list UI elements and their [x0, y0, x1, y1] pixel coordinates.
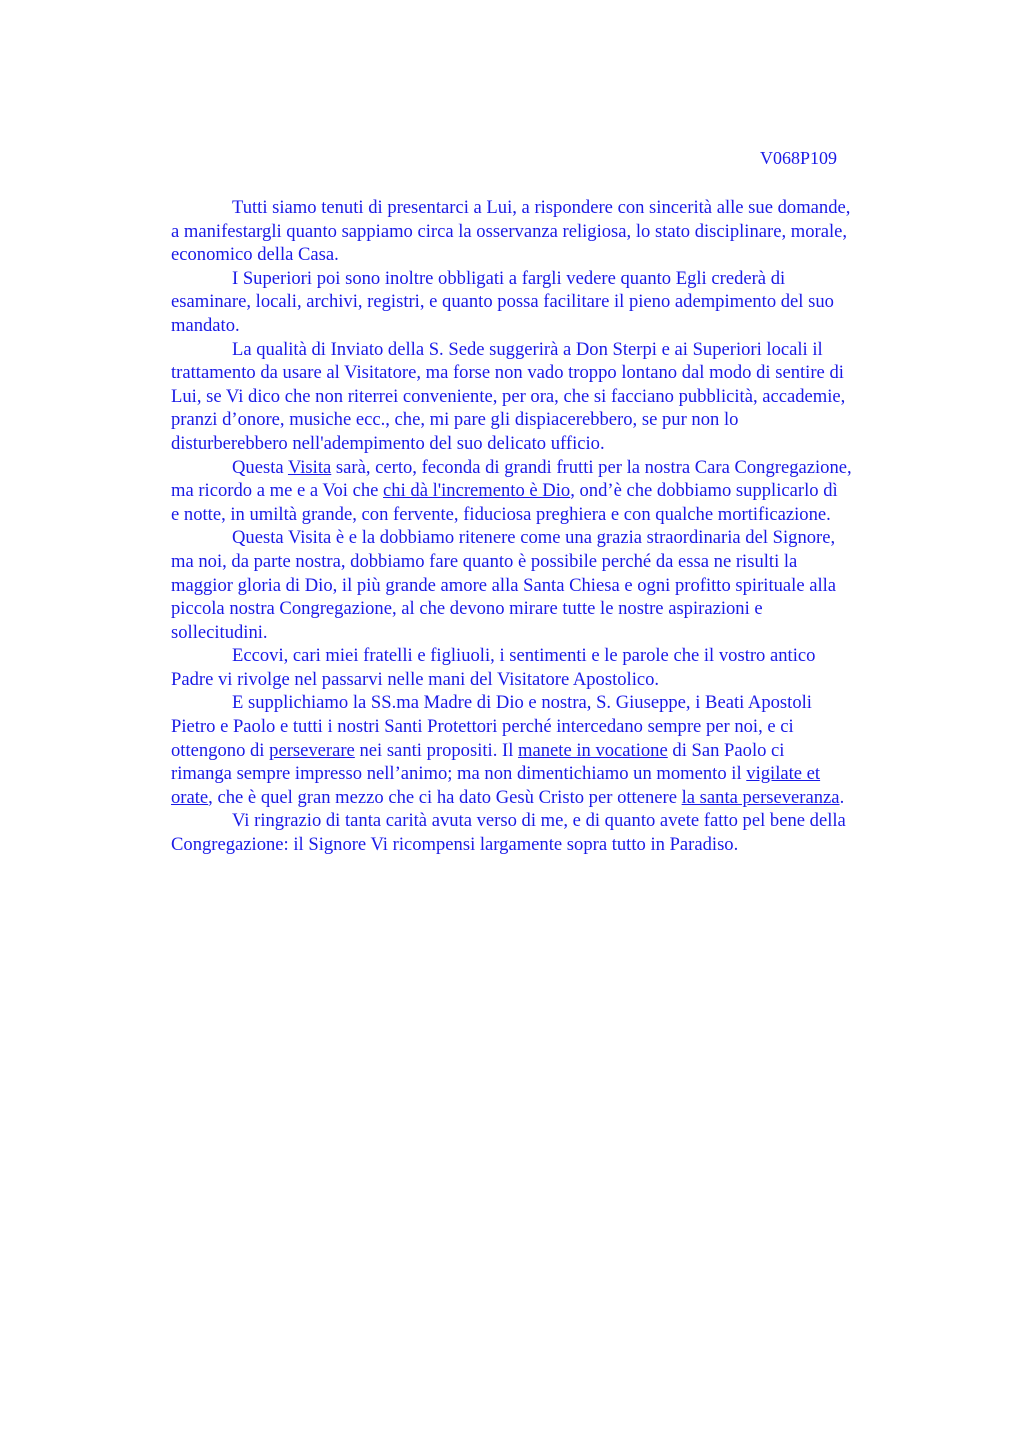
- text-run: Questa: [232, 456, 288, 478]
- text-run: I Superiori poi sono inoltre obbligati a fargli vedere quanto Egli crederà di esaminare, locali, archivi, registri, e quanto possa facilitare il pieno adempimento del suo mandato.: [171, 267, 834, 336]
- paragraph: [171, 644, 926, 691]
- text-run: E supplichiamo la SS.ma Madre di Dio e nostra, S. Giuseppe, i Beati Apostoli Pietro e Paolo e tutti i nostri Santi Protettori perché intercedano sempre per noi, e ci ottengono di: [171, 692, 812, 761]
- letter-body: [171, 196, 926, 857]
- text-run: nei santi propositi. Il: [354, 739, 519, 761]
- paragraph: [171, 809, 926, 856]
- text-run: Eccovi, cari miei fratelli e figliuoli, i sentimenti e le parole che il vostro antico Padre vi rivolge nel passarvi nelle mani del Visitatore Apostolico.: [171, 645, 816, 690]
- paragraph: [171, 526, 926, 644]
- text-run: Tutti siamo tenuti di presentarci a Lui, a rispondere con sincerità alle sue domande, a manifestargli quanto sappiamo circa la osservanza religiosa, lo stato disciplinare, morale, economico della Casa.: [171, 197, 851, 266]
- paragraph: [171, 338, 926, 456]
- text-run: La qualità di Inviato della S. Sede suggerirà a Don Sterpi e ai Superiori locali il trattamento da usare al Visitatore, ma forse non vado troppo lontano dal modo di sentire di Lui, se Vi dico che non riterrei conveniente, per ora, che si facciano pubblicità, accademie, pranzi d’onore, musiche ecc., che, mi pare gli dispiacerebbero, se pur non lo disturberebbero nell'adempimento del suo delicato ufficio.: [171, 338, 846, 454]
- text-run: Vi ringrazio di tanta carità avuta verso di me, e di quanto avete fatto pel bene della Congregazione: il Signore Vi ricompensi largamente sopra tutto in Paradiso.: [171, 810, 846, 856]
- text-run: .: [839, 786, 845, 808]
- paragraph: [171, 691, 926, 809]
- paragraph: [171, 456, 926, 527]
- underlined-phrase: perseverare: [269, 739, 355, 761]
- text-run: , che è quel gran mezzo che ci ha dato Gesù Cristo per ottenere: [208, 786, 682, 808]
- page-code: V068P109: [760, 148, 838, 168]
- underlined-phrase: manete in vocatione: [518, 739, 668, 761]
- underlined-phrase: Visita: [287, 456, 332, 478]
- paragraph: [171, 267, 926, 338]
- underlined-phrase: chi dà l'incremento è Dio: [383, 480, 571, 502]
- text-run: Questa Visita è e la dobbiamo ritenere come una grazia straordinaria del Signore, ma noi, da parte nostra, dobbiamo fare quanto è possibile perché da essa ne risulti la maggior gloria di Dio, il più grande amore alla Santa Chiesa e ogni profitto spirituale alla piccola nostra Congregazione, al che devono mirare tutte le nostre aspirazioni e sollecitudini.: [171, 527, 837, 643]
- text-run: sarà, certo, feconda di grandi frutti per la nostra Cara Congregazione, ma ricordo a me e a Voi che: [171, 456, 852, 502]
- text-run: , ond’è che dobbiamo supplicarlo dì e notte, in umiltà grande, con fervente, fiduciosa preghiera e con qualche mortificazione.: [171, 480, 838, 525]
- underlined-phrase: vigilate et orate: [171, 763, 821, 808]
- paragraph: [171, 196, 926, 267]
- underlined-phrase: la santa perseveranza: [681, 786, 840, 808]
- text-run: di San Paolo ci rimanga sempre impresso nell’animo; ma non dimentichiamo un momento il: [171, 739, 785, 785]
